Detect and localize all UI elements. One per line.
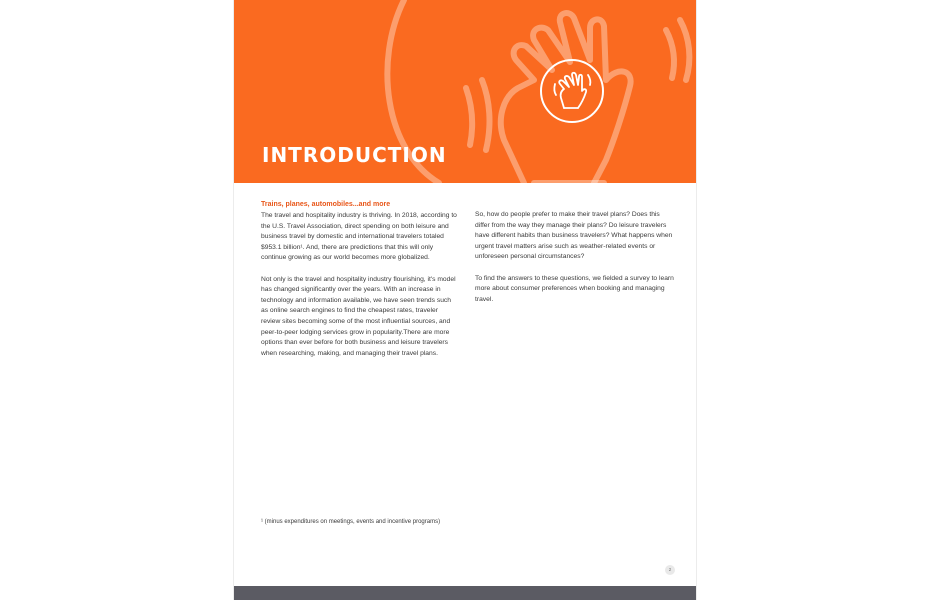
left-column bbox=[261, 200, 459, 370]
waving-hand-icon bbox=[539, 58, 605, 124]
page-number: 2 bbox=[665, 565, 675, 575]
document-page bbox=[233, 0, 697, 600]
footnote: ¹ (minus expenditures on meetings, events and incentive programs) bbox=[261, 519, 441, 525]
intro-banner bbox=[234, 0, 697, 183]
footer-bar bbox=[234, 586, 697, 600]
paragraph: The travel and hospitality industry is thriving. In 2018, according to the U.S. Travel Association, direct spending on both leisure and business travel by domestic and international travelers totaled $953.1 billion¹. And, there are predictions that this will only continue growing as our world becomes more globalized. bbox=[261, 212, 457, 262]
section-subheading: Trains, planes, automobiles...and more bbox=[261, 201, 391, 208]
page-title: INTRODUCTION bbox=[262, 143, 447, 167]
paragraph: To find the answers to these questions, we fielded a survey to learn more about consumer preferences when booking and managing travel. bbox=[475, 274, 674, 303]
paragraph: Not only is the travel and hospitality industry flourishing, it's model has changed significantly over the years. With an increase in technology and information available, we have seen trends such as online search engines to find the cheapest rates, traveler review sites becoming some of the most influential sources, and peer-to-peer lodging services grow in popularity.There are more options than ever before for both business and leisure travelers when researching, making, and managing their travel plans. bbox=[261, 275, 456, 357]
right-column bbox=[475, 210, 675, 316]
paragraph: So, how do people prefer to make their travel plans? Does this differ from the way they manage their plans? Do leisure travelers have different habits than business travelers? What happens when urgent travel matters arise such as weather-related events or unforeseen personal circumstances? bbox=[475, 211, 673, 261]
